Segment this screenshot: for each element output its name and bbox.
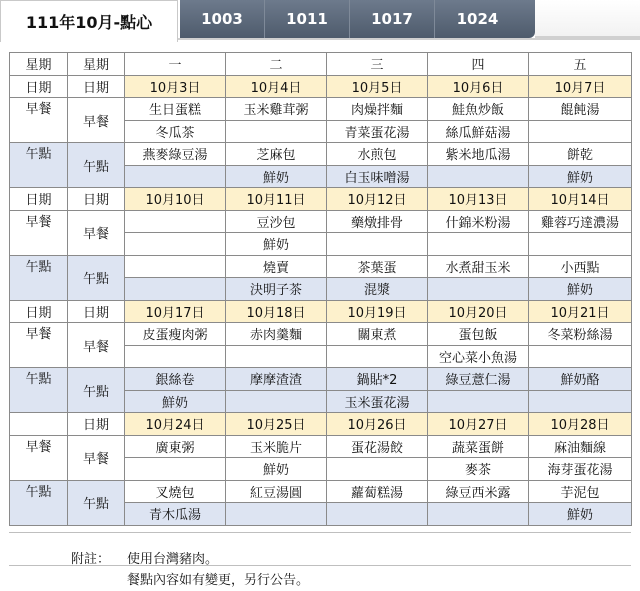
- tab-strip-divider: [178, 38, 640, 40]
- row-label: 午點: [68, 368, 125, 413]
- row-marker: 午點: [10, 255, 68, 300]
- menu-item-cell: [529, 233, 632, 256]
- menu-item-cell: [226, 345, 327, 368]
- date-cell: 10月12日: [327, 188, 428, 211]
- menu-item-cell: 芋泥包: [529, 480, 632, 503]
- menu-item-cell: 鮮奶: [125, 390, 226, 413]
- menu-item-cell: 青木瓜湯: [125, 503, 226, 526]
- menu-item-cell: 廣東粥: [125, 435, 226, 458]
- menu-item-cell: 叉燒包: [125, 480, 226, 503]
- header-cell: 星期: [10, 53, 68, 76]
- menu-item-cell: 決明子茶: [226, 278, 327, 301]
- tab-1003[interactable]: 1003: [180, 0, 265, 38]
- date-cell: 10月13日: [428, 188, 529, 211]
- header-cell: 五: [529, 53, 632, 76]
- date-cell: 10月26日: [327, 413, 428, 436]
- menu-item-cell: 鍋貼*2: [327, 368, 428, 391]
- menu-item-cell: 餛飩湯: [529, 98, 632, 121]
- menu-item-cell: [529, 390, 632, 413]
- menu-item-cell: 青菜蛋花湯: [327, 120, 428, 143]
- menu-item-cell: 空心菜小魚湯: [428, 345, 529, 368]
- breakfast-row: [10, 435, 632, 458]
- menu-item-cell: 鮮奶: [226, 233, 327, 256]
- menu-item-cell: [529, 120, 632, 143]
- menu-item-cell: 蘿蔔糕湯: [327, 480, 428, 503]
- menu-item-cell: 燕麥綠豆湯: [125, 143, 226, 166]
- date-cell: 10月27日: [428, 413, 529, 436]
- menu-item-cell: [226, 503, 327, 526]
- date-cell: 10月25日: [226, 413, 327, 436]
- header-cell: 一: [125, 53, 226, 76]
- inactive-tab-group: [180, 0, 535, 38]
- tab-active-sheet[interactable]: 111年10月-點心: [0, 0, 178, 42]
- date-cell: 10月6日: [428, 75, 529, 98]
- menu-item-cell: 水煎包: [327, 143, 428, 166]
- date-cell: 10月14日: [529, 188, 632, 211]
- menu-item-cell: [327, 345, 428, 368]
- header-cell: 二: [226, 53, 327, 76]
- row-label: 早餐: [68, 323, 125, 368]
- menu-table: [9, 52, 632, 526]
- menu-item-cell: [125, 210, 226, 233]
- breakfast-row: [10, 323, 632, 346]
- menu-item-cell: 鮭魚炒飯: [428, 98, 529, 121]
- menu-item-cell: [226, 390, 327, 413]
- row-label: 早餐: [68, 210, 125, 255]
- breakfast-row: [10, 210, 632, 233]
- header-cell: 四: [428, 53, 529, 76]
- row-marker: 早餐: [10, 210, 68, 255]
- date-cell: 10月4日: [226, 75, 327, 98]
- menu-item-cell: 摩摩渣渣: [226, 368, 327, 391]
- snack-row: [10, 143, 632, 166]
- note-line-2: 餐點內容如有變更，另行公告。: [127, 573, 310, 588]
- menu-item-cell: 麻油麵線: [529, 435, 632, 458]
- menu-item-cell: 冬菜粉絲湯: [529, 323, 632, 346]
- menu-item-cell: 玉米脆片: [226, 435, 327, 458]
- row-label: 日期: [68, 300, 125, 323]
- menu-item-cell: 海芽蛋花湯: [529, 458, 632, 481]
- row-marker: 日期: [10, 75, 68, 98]
- menu-item-cell: 蛋花湯餃: [327, 435, 428, 458]
- tab-1017[interactable]: 1017: [350, 0, 435, 38]
- row-marker: 午點: [10, 480, 68, 525]
- row-label: 午點: [68, 143, 125, 188]
- menu-item-cell: 餅乾: [529, 143, 632, 166]
- menu-item-cell: 鮮奶: [529, 278, 632, 301]
- menu-item-cell: [125, 458, 226, 481]
- date-cell: 10月17日: [125, 300, 226, 323]
- menu-item-cell: 絲瓜鮮菇湯: [428, 120, 529, 143]
- sheet-tab-bar: [0, 0, 640, 42]
- menu-item-cell: 綠豆西米露: [428, 480, 529, 503]
- menu-item-cell: 冬瓜茶: [125, 120, 226, 143]
- row-marker: [10, 413, 68, 436]
- menu-item-cell: [125, 345, 226, 368]
- row-label: 日期: [68, 75, 125, 98]
- note-label: 附註：: [71, 552, 111, 567]
- snack-row: [10, 480, 632, 503]
- menu-item-cell: 豆沙包: [226, 210, 327, 233]
- menu-item-cell: 玉米雞茸粥: [226, 98, 327, 121]
- menu-item-cell: [428, 390, 529, 413]
- menu-item-cell: [125, 278, 226, 301]
- date-row: [10, 300, 632, 323]
- snack-row: [10, 368, 632, 391]
- date-cell: 10月11日: [226, 188, 327, 211]
- menu-item-cell: 什錦米粉湯: [428, 210, 529, 233]
- menu-item-cell: [327, 233, 428, 256]
- menu-item-cell: 鮮奶: [226, 458, 327, 481]
- menu-item-cell: 紅豆湯圓: [226, 480, 327, 503]
- note-line-1: 使用台灣豬肉。: [127, 552, 219, 567]
- menu-item-cell: 鮮奶: [529, 165, 632, 188]
- menu-item-cell: 芝麻包: [226, 143, 327, 166]
- footer-notes: [9, 532, 631, 591]
- breakfast-row: [10, 98, 632, 121]
- date-cell: 10月5日: [327, 75, 428, 98]
- header-cell: 三: [327, 53, 428, 76]
- date-cell: 10月10日: [125, 188, 226, 211]
- menu-item-cell: [428, 503, 529, 526]
- date-cell: 10月18日: [226, 300, 327, 323]
- row-marker: 午點: [10, 368, 68, 413]
- menu-item-cell: 玉米蛋花湯: [327, 390, 428, 413]
- menu-item-cell: [529, 345, 632, 368]
- row-marker: 早餐: [10, 435, 68, 480]
- date-cell: 10月19日: [327, 300, 428, 323]
- menu-item-cell: [428, 278, 529, 301]
- menu-item-cell: 小西點: [529, 255, 632, 278]
- menu-item-cell: 麥茶: [428, 458, 529, 481]
- date-row: [10, 75, 632, 98]
- menu-item-cell: [428, 165, 529, 188]
- row-label: 日期: [68, 188, 125, 211]
- header-row: [10, 53, 632, 76]
- row-marker: 日期: [10, 300, 68, 323]
- header-cell: 星期: [68, 53, 125, 76]
- row-label: 午點: [68, 255, 125, 300]
- menu-item-cell: 茶葉蛋: [327, 255, 428, 278]
- tab-1011[interactable]: 1011: [265, 0, 350, 38]
- tab-1024[interactable]: 1024: [456, 10, 499, 28]
- date-cell: 10月3日: [125, 75, 226, 98]
- row-label: 早餐: [68, 435, 125, 480]
- menu-item-cell: 銀絲卷: [125, 368, 226, 391]
- menu-item-cell: 皮蛋瘦肉粥: [125, 323, 226, 346]
- tab-strip-filler: [535, 0, 640, 38]
- menu-item-cell: 肉燥拌麵: [327, 98, 428, 121]
- date-row: [10, 188, 632, 211]
- menu-item-cell: 雞蓉巧達濃湯: [529, 210, 632, 233]
- menu-item-cell: 水煮甜玉米: [428, 255, 529, 278]
- menu-item-cell: 蛋包飯: [428, 323, 529, 346]
- menu-item-cell: 鮮奶酪: [529, 368, 632, 391]
- date-cell: 10月7日: [529, 75, 632, 98]
- menu-item-cell: 混漿: [327, 278, 428, 301]
- date-cell: 10月21日: [529, 300, 632, 323]
- row-label: 午點: [68, 480, 125, 525]
- menu-item-cell: 紫米地瓜湯: [428, 143, 529, 166]
- menu-item-cell: [125, 255, 226, 278]
- menu-item-cell: [125, 233, 226, 256]
- row-label: 日期: [68, 413, 125, 436]
- menu-item-cell: [428, 233, 529, 256]
- date-cell: 10月24日: [125, 413, 226, 436]
- menu-item-cell: 鮮奶: [226, 165, 327, 188]
- menu-item-cell: 白玉味噌湯: [327, 165, 428, 188]
- menu-item-cell: [327, 503, 428, 526]
- menu-item-cell: 生日蛋糕: [125, 98, 226, 121]
- menu-item-cell: [226, 120, 327, 143]
- menu-item-cell: 關東煮: [327, 323, 428, 346]
- menu-item-cell: 燒賣: [226, 255, 327, 278]
- snack-row: [10, 255, 632, 278]
- footer-divider: [9, 532, 631, 533]
- menu-item-cell: 蔬菜蛋餅: [428, 435, 529, 458]
- date-row: [10, 413, 632, 436]
- date-cell: 10月28日: [529, 413, 632, 436]
- menu-item-cell: 赤肉羹麵: [226, 323, 327, 346]
- menu-item-cell: 綠豆薏仁湯: [428, 368, 529, 391]
- menu-item-cell: [327, 458, 428, 481]
- row-marker: 午點: [10, 143, 68, 188]
- date-cell: 10月20日: [428, 300, 529, 323]
- row-marker: 日期: [10, 188, 68, 211]
- row-marker: 早餐: [10, 323, 68, 368]
- row-marker: 早餐: [10, 98, 68, 143]
- menu-item-cell: [125, 165, 226, 188]
- row-label: 早餐: [68, 98, 125, 143]
- menu-item-cell: 藥燉排骨: [327, 210, 428, 233]
- menu-item-cell: 鮮奶: [529, 503, 632, 526]
